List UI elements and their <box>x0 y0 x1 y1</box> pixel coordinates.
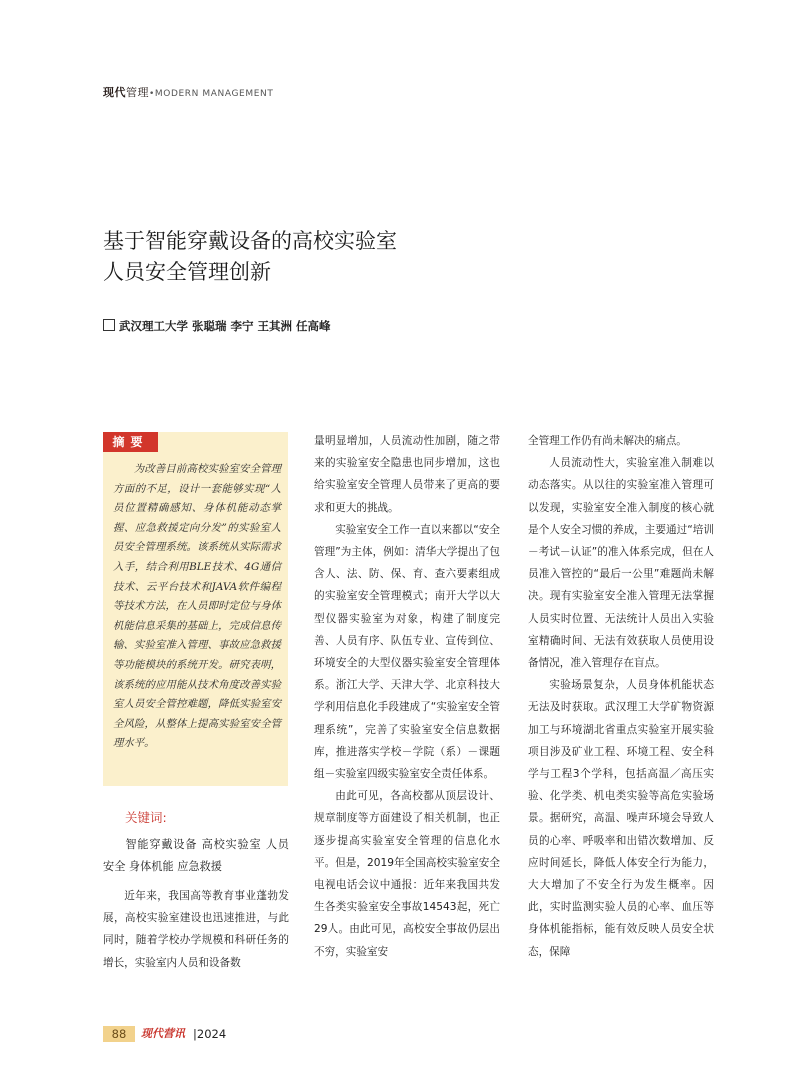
section-name: 管理 <box>126 86 149 99</box>
section-name-en: MODERN MANAGEMENT <box>154 89 274 99</box>
issue-year: |2024 <box>193 1027 227 1041</box>
paragraph: 实验场景复杂，人员身体机能状态无法及时获取。武汉理工大学矿物资源加工与环境湖北省重点实验室开展实验项目涉及矿业工程、环境工程、安全科学与工程3个学科，包括高温／高压实验、化学类、机电类实验等高危实验场景。据研究，高温、噪声环境会导致人员的心率、呼吸率和出错次数增加、反应时间延长，降低人体安全行为能力，大大增加了不安全行为发生概率。因此，实时监测实验人员的心率、血压等身体机能指标，能有效反映人员安全状态，保障 <box>528 679 714 958</box>
section-name-bold: 现代 <box>103 86 126 99</box>
section-dot: • <box>149 89 155 99</box>
article-title <box>103 226 397 288</box>
body-column-3 <box>528 430 714 963</box>
abstract-paragraph: 为改善目前高校实验室安全管理方面的不足，设计一套能够实现“人员位置精确感知、身体机能动态掌握、应急救援定向分发”的实验室人员安全管理系统。该系统从实际需求入手，结合利用BLE技术、4G通信技术、云平台技术和JAVA软件编程等技术方法，在人员即时定位与身体机能信息采集的基础上，完成信息传输、实验室准入管理、事故应急救援等功能模块的系统开发。研究表明，该系统的应用能从技术角度改善实验室人员安全管控难题，降低实验室安全风险，从整体上提高实验室安全管理水平。 <box>113 463 281 750</box>
body-column-2 <box>314 430 500 963</box>
paragraph: 近年来，我国高等教育事业蓬勃发展，高校实验室建设也迅速推进，与此同时，随着学校办学规模和科研任务的增长，实验室内人员和设备数 <box>103 890 289 969</box>
keywords-paragraph: 智能穿戴设备 高校实验室 人员安全 身体机能 应急救援 <box>103 838 289 873</box>
author-list: 武汉理工大学 张聪瑞 李宁 王其洲 任高峰 <box>119 319 331 333</box>
title-line-1: 基于智能穿戴设备的高校实验室 <box>103 229 397 253</box>
keywords-text <box>103 834 289 878</box>
square-icon <box>103 319 115 331</box>
paragraph: 实验室安全工作一直以来都以“安全管理”为主体，例如：清华大学提出了包含人、法、防、保、育、查六要素组成的实验室安全管理模式；南开大学以大型仪器实验室为对象，构建了制度完善、人员有序、队伍专业、宣传到位、环境安全的大型仪器实验室安全管理体系。浙江大学、天津大学、北京科技大学利用信息化手段建成了“实验室安全管理系统”，完善了实验室安全信息数据库，推进落实学校－学院（系）－课题组－实验室四级实验室安全责任体系。 <box>314 523 500 781</box>
keywords-label: 关键词: <box>125 810 167 825</box>
abstract-label: 摘要 <box>103 432 158 452</box>
paragraph: 全管理工作仍有尚未解决的痛点。 <box>528 435 687 447</box>
paragraph: 由此可见，各高校都从顶层设计、规章制度等方面建设了相关机制，也正逐步提高实验室安全管理的信息化水平。但是，2019年全国高校实验室安全电视电话会议中通报：近年来我国共发生各类实验室安全事故14543起，死亡29人。由此可见，高校安全事故仍层出不穷，实验室安 <box>314 790 500 958</box>
abstract-text <box>113 460 281 754</box>
title-line-2: 人员安全管理创新 <box>103 260 271 284</box>
paragraph: 人员流动性大，实验室准入制难以动态落实。从以往的实验室准入管理可以发现，实验室安全准入制度的核心就是个人安全习惯的养成，主要通过“培训－考试－认证”的准入体系完成，但在人员准入管控的“最后一公里”难题尚未解决。现有实验室安全准入管理无法掌握人员实时位置、无法统计人员出入实验室精确时间、无法有效获取人员使用设备情况，准入管理存在盲点。 <box>528 457 714 670</box>
section-header <box>103 84 273 100</box>
authors <box>103 318 331 334</box>
page-number: 88 <box>103 1026 135 1042</box>
paragraph: 量明显增加，人员流动性加剧，随之带来的实验室安全隐患也同步增加，这也给实验室安全管理人员带来了更高的要求和更大的挑战。 <box>314 435 500 514</box>
journal-logo: 现代营讯 <box>141 1027 185 1040</box>
body-column-1 <box>103 885 289 974</box>
